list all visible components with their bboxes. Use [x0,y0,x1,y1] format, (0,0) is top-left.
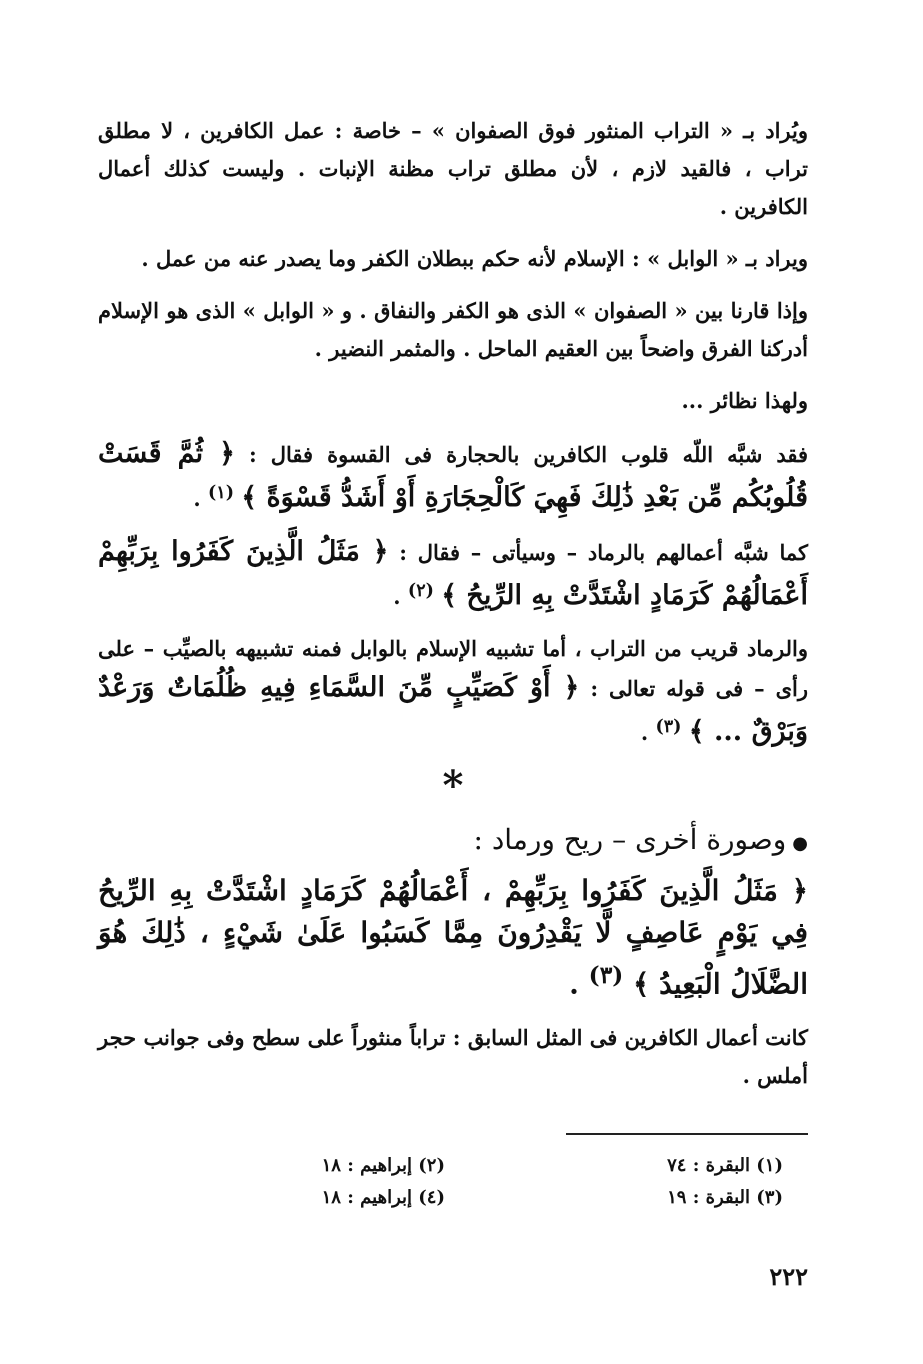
paragraph-4: ولهذا نظائر ... [681,388,808,413]
paragraph-6 [98,532,808,616]
paragraph-2: ويراد بـ « الوابل » : الإسلام لأنه حكم ببطلان الكفر وما يصدر عنه من عمل . [141,246,808,271]
footnote-ref-1: (١) [208,483,234,503]
footnote-4: (٤) إبراهيم : ١٨ [321,1187,445,1208]
bullet-icon: ● [792,833,808,854]
paragraph-5-text: فقد شبَّه اللّه قلوب الكافرين بالحجارة فى القسوة فقال : [249,442,809,467]
paragraph-6-text: كما شبَّه أعمالهم بالرماد – وسيأتى – فقال : [399,540,808,565]
section-heading [98,818,808,866]
page-number: ٢٢٢ [769,1262,808,1291]
footnote-1: (١) البقرة : ٧٤ [667,1155,783,1176]
footnote-ref-4: (٣) [588,961,624,989]
quran-verse-4: ﴿ مَثَلُ الَّذِينَ كَفَرُوا بِرَبِّهِمْ ، أَعْمَالُهُمْ كَرَمَادٍ اشْتَدَّتْ بِهِ الرِّيحُ فِي يَوْمٍ عَاصِفٍ لَّا يَقْدِرُونَ مِمَّا كَسَبُوا عَلَىٰ شَيْءٍ ، ذَٰلِكَ هُوَ الضَّلَالُ الْبَعِيدُ ﴾ [98,874,808,1001]
section-heading-text: وصورة أخرى – ريح ورماد : [473,823,787,856]
section-separator: * [442,762,464,809]
paragraph-7 [98,630,808,752]
paragraph-7-end: . [640,720,649,745]
footnote-ref-2: (٢) [407,581,434,601]
quran-verse-1: ﴿ ثُمَّ قَسَتْ قُلُوبُكُم مِّن بَعْدِ ذَٰلِكَ فَهِيَ كَالْحِجَارَةِ أَوْ أَشَدُّ قَسْوَةً ﴾ [98,438,808,513]
paragraph-5-end: . [193,486,201,511]
quran-verse-2: ﴿ مَثَلُ الَّذِينَ كَفَرُوا بِرَبِّهِمْ أَعْمَالُهُمْ كَرَمَادٍ اشْتَدَّتْ بِهِ الرِّيحُ ﴾ [98,536,808,611]
quran-block-quote [98,870,808,1005]
quote-end: . [569,967,579,1001]
paragraph-6-end: . [393,584,401,609]
page-body [98,112,808,1109]
quran-verse-3: ﴿ أَوْ كَصَيِّبٍ مِّنَ السَّمَاءِ فِيهِ ظُلُمَاتٌ وَرَعْدٌ وَبَرْقٌ ... ﴾ [98,672,808,747]
paragraph-7-text: والرماد قريب من التراب ، أما تشبيه الإسلام بالوابل فمنه تشبيهه بالصيِّب – على رأى – فى قوله تعالى : [98,636,808,701]
paragraph-1: ويُراد بـ « التراب المنثور فوق الصفوان » – خاصة : عمل الكافرين ، لا مطلق تراب ، فالقيد لازم ، لأن مطلق تراب مظنة الإنبات . وليست كذلك أعمال الكافرين . [98,118,808,219]
footnote-3: (٣) البقرة : ١٩ [667,1187,783,1208]
footnote-2: (٢) إبراهيم : ١٨ [321,1155,445,1176]
paragraph-3: وإذا قارنا بين « الصفوان » الذى هو الكفر والنفاق . و « الوابل » الذى هو الإسلام أدركنا الفرق واضحاً بين العقيم الماحل . والمثمر النضير . [98,298,808,361]
footnote-ref-3: (٣) [655,717,682,737]
footnote-divider [566,1133,808,1135]
paragraph-5 [98,434,808,518]
closing-paragraph: كانت أعمال الكافرين فى المثل السابق : تراباً منثوراً على سطح وفى جوانب حجر أملس . [98,1025,808,1089]
